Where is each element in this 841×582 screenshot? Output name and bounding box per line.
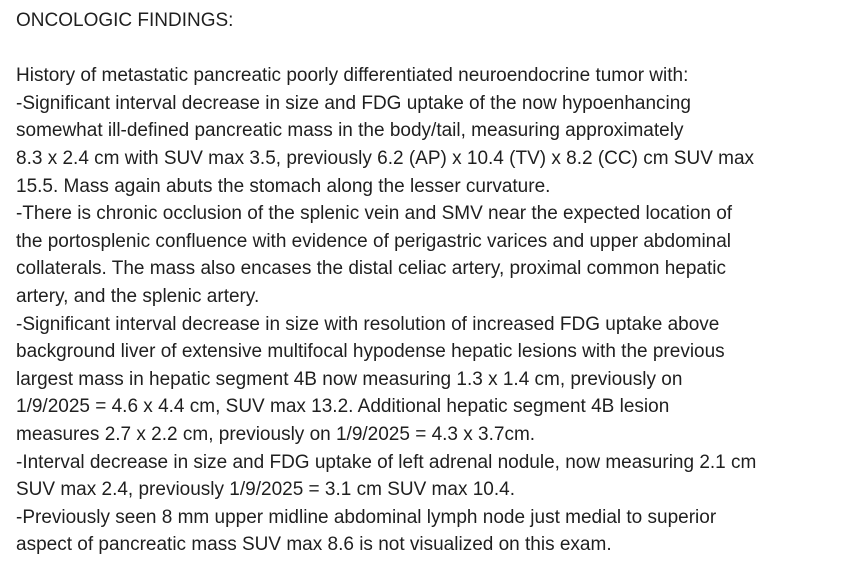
report-document	[16, 7, 836, 559]
finding-line: artery, and the splenic artery.	[16, 285, 260, 307]
finding-line: -Significant interval decrease in size with resolution of increased FDG uptake above	[16, 313, 720, 335]
finding-line: 1/9/2025 = 4.6 x 4.4 cm, SUV max 13.2. Additional hepatic segment 4B lesion	[16, 396, 670, 418]
history-line: History of metastatic pancreatic poorly differentiated neuroendocrine tumor with:	[16, 65, 689, 87]
finding-line: aspect of pancreatic mass SUV max 8.6 is not visualized on this exam.	[16, 534, 612, 556]
finding-line: -Previously seen 8 mm upper midline abdominal lymph node just medial to superior	[16, 506, 717, 528]
finding-line: somewhat ill-defined pancreatic mass in the body/tail, measuring approximately	[16, 120, 684, 142]
finding-line: measures 2.7 x 2.2 cm, previously on 1/9/2025 = 4.3 x 3.7cm.	[16, 423, 536, 445]
finding-line: -Significant interval decrease in size and FDG uptake of the now hypoenhancing	[16, 92, 691, 114]
blank-line	[16, 35, 836, 63]
finding-line: 8.3 x 2.4 cm with SUV max 3.5, previously 6.2 (AP) x 10.4 (TV) x 8.2 (CC) cm SUV max	[16, 147, 755, 169]
finding-line: SUV max 2.4, previously 1/9/2025 = 3.1 cm SUV max 10.4.	[16, 479, 515, 501]
section-heading: ONCOLOGIC FINDINGS:	[16, 10, 234, 31]
finding-line: 15.5. Mass again abuts the stomach along the lesser curvature.	[16, 175, 551, 197]
finding-line: the portosplenic confluence with evidence of perigastric varices and upper abdominal	[16, 230, 732, 252]
finding-line: -Interval decrease in size and FDG uptake of left adrenal nodule, now measuring 2.1 cm	[16, 451, 757, 473]
finding-line: -There is chronic occlusion of the splenic vein and SMV near the expected location of	[16, 203, 733, 225]
findings-body	[16, 62, 836, 559]
finding-line: largest mass in hepatic segment 4B now measuring 1.3 x 1.4 cm, previously on	[16, 368, 683, 390]
finding-line: collaterals. The mass also encases the distal celiac artery, proximal common hepatic	[16, 258, 726, 280]
finding-line: background liver of extensive multifocal hypodense hepatic lesions with the previous	[16, 341, 725, 363]
